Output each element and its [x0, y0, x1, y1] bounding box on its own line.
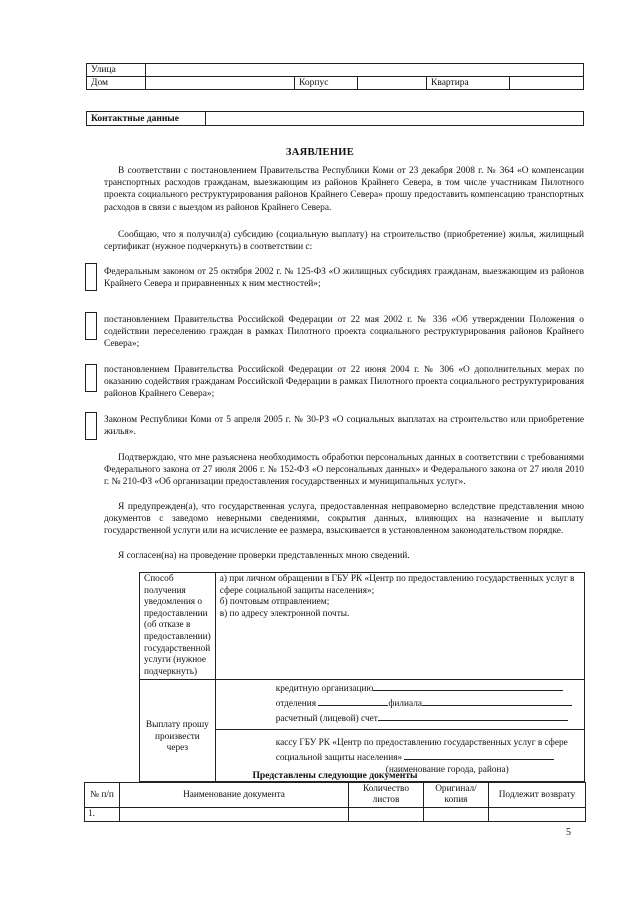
- city-field[interactable]: [404, 750, 554, 760]
- account-label: расчетный (лицевой) счет: [275, 713, 378, 724]
- contacts-label: Контактные данные: [87, 112, 206, 126]
- branch-label: отделения: [275, 698, 317, 709]
- house-label: Дом: [87, 77, 146, 90]
- notify-option-c[interactable]: в) по адресу электронной почты.: [219, 608, 350, 619]
- house-field[interactable]: [146, 77, 295, 90]
- option-text-1: Федеральным законом от 25 октября 2002 г. № 125-ФЗ «О жилищных субсидиях гражданам, выезжающим из районов Крайнего Севера и приравненных к ним местностей»;: [104, 267, 584, 290]
- subsidy-intro: Сообщаю, что я получил(а) субсидию (социальную выплату) на строительство (приобретение) жилья, жилищный сертификат (нужное подчеркнуть) в соответствии с:: [104, 230, 584, 253]
- filial-label: филиала: [388, 698, 422, 709]
- contacts-field[interactable]: [206, 112, 584, 126]
- building-label: Корпус: [295, 77, 358, 90]
- docs-header-name: Наименование документа: [120, 783, 349, 808]
- page-title: ЗАЯВЛЕНИЕ: [285, 147, 355, 158]
- docs-row-count[interactable]: [349, 808, 424, 822]
- option-text-4: Законом Республики Коми от 5 апреля 2005 г. № 30-РЗ «О социальных выплатах на строительство или приобретение жилья».: [104, 415, 584, 438]
- notify-options: [215, 573, 584, 680]
- option-text-2: постановлением Правительства Российской Федерации от 22 мая 2002 г. № 336 «Об утверждении Положения о содействии переселению граждан в рамках Пилотного проекта социального реструктурирования районов Крайнего Севера»;: [104, 315, 584, 350]
- option-checkbox-1[interactable]: [85, 263, 97, 291]
- docs-row-num: 1.: [85, 808, 120, 822]
- intro-paragraph: В соответствии с постановлением Правительства Республики Коми от 23 декабря 2008 г. № 364 «О компенсации транспортных расходов гражданам, выезжающим из районов Крайнего Севера, в том числе участникам Пилотного проекта социального реструктурирования районов Крайнего Севера» прошу предоставить компенсацию транспортных расходов в связи с выездом из районов Крайнего Севера.: [104, 166, 584, 213]
- docs-header-count: Количество листов: [349, 783, 424, 808]
- branch-field[interactable]: [318, 696, 388, 706]
- notify-option-b[interactable]: б) почтовым отправлением;: [219, 597, 330, 608]
- docs-table: [84, 782, 586, 822]
- kassa-label: кассу ГБУ РК «Центр по предоставлению государственных услуг в сфере социальной защиты населения»: [275, 738, 568, 763]
- option-checkbox-3[interactable]: [85, 364, 97, 392]
- docs-row-original[interactable]: [424, 808, 489, 822]
- payment-label: Выплату прошу произвести через: [145, 719, 209, 754]
- credit-org-label: кредитную организацию: [275, 684, 374, 695]
- credit-org-field[interactable]: [373, 681, 563, 691]
- table-row: [85, 808, 586, 822]
- street-field[interactable]: [146, 64, 584, 77]
- docs-row-name[interactable]: [120, 808, 349, 822]
- option-checkbox-4[interactable]: [85, 412, 97, 440]
- apartment-label: Квартира: [427, 77, 510, 90]
- building-field[interactable]: [358, 77, 427, 90]
- notify-option-a[interactable]: а) при личном обращении в ГБУ РК «Центр по предоставлению государственных услуг в сфере социальной защиты населения»;: [219, 574, 575, 596]
- city-hint: (наименование города, района): [385, 764, 509, 775]
- street-label: Улица: [87, 64, 146, 77]
- contacts-table: [86, 111, 584, 126]
- warning-paragraph: Я предупрежден(а), что государственная услуга, предоставленная неправомерно вследствие представления мною документов с заведомо неверными сведениями, сокрытия данных, влияющих на назначение и выплату государственной услуги или на исчисление ее размера, взыскивается в установленном законодательством порядке.: [104, 502, 584, 537]
- filial-field[interactable]: [422, 696, 572, 706]
- docs-header-num: № п/п: [85, 783, 120, 808]
- notify-label: Способ получения уведомления о предоставлении (об отказе в предоставлении) государственной услуги (нужное подчеркнуть): [140, 573, 216, 680]
- account-field[interactable]: [378, 711, 568, 721]
- address-table: [86, 63, 584, 90]
- apartment-field[interactable]: [510, 77, 584, 90]
- bank-cell: [215, 680, 584, 730]
- consent-paragraph: Подтверждаю, что мне разъяснена необходимость обработки персональных данных в соответствии с требованиями Федерального закона от 27 июля 2006 г. № 152-ФЗ «О персональных данных» и Федерального закона от 27 июля 2010 г. № 210-ФЗ «Об организации предоставления государственных и муниципальных услуг».: [104, 453, 584, 488]
- options-table: [139, 572, 585, 782]
- option-checkbox-2[interactable]: [85, 312, 97, 340]
- page-number: 5: [566, 827, 571, 838]
- option-text-3: постановлением Правительства Российской Федерации от 22 июня 2004 г. № 306 «О дополнительных мерах по оказанию содействия гражданам Российской Федерации в рамках Пилотного проекта социального реструктурирования районов Крайнего Севера»;: [104, 365, 584, 400]
- agree-paragraph: Я согласен(на) на проведение проверки представленных мною сведений.: [118, 551, 410, 561]
- payment-label-cell: [140, 680, 216, 782]
- docs-header-original: Оригинал/копия: [424, 783, 489, 808]
- docs-row-return[interactable]: [489, 808, 586, 822]
- docs-header-return: Подлежит возврату: [489, 783, 586, 808]
- docs-title: Представлены следующие документы: [252, 770, 418, 781]
